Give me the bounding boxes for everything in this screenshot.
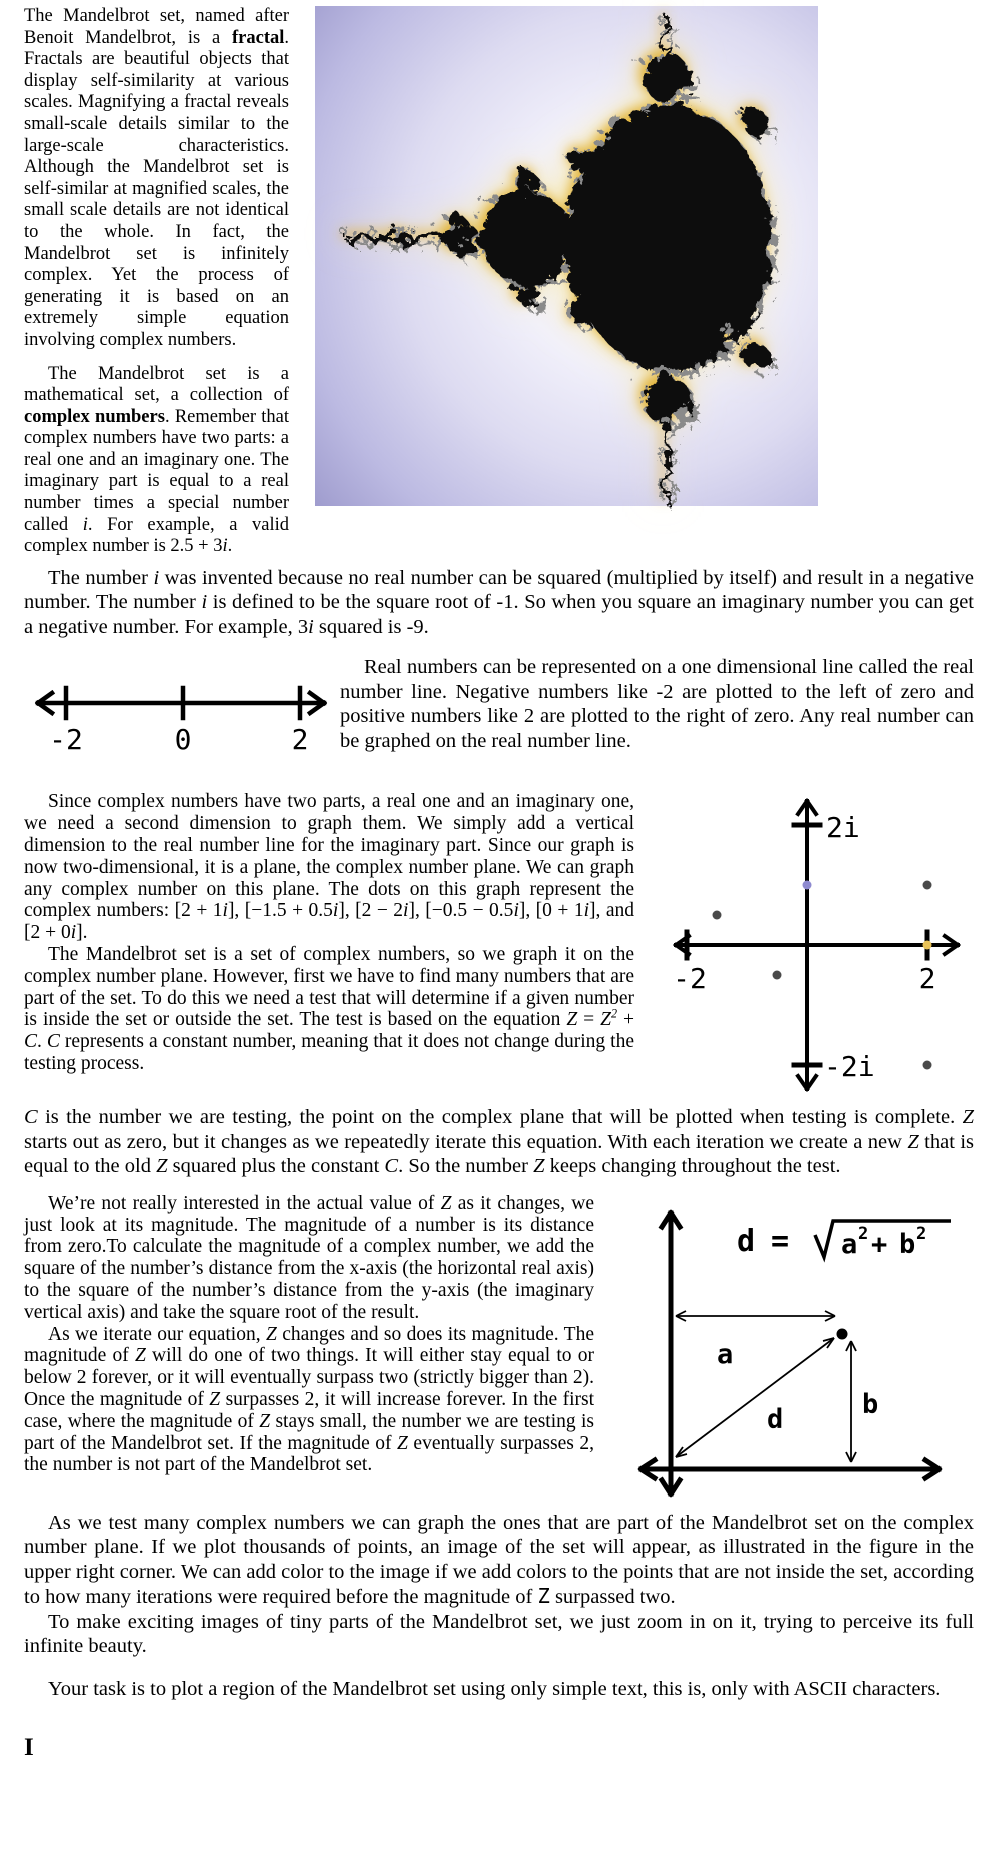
formula-b: b bbox=[899, 1228, 916, 1260]
complex-number-dot bbox=[713, 911, 722, 920]
number-line-label-zero: 0 bbox=[174, 723, 192, 757]
paragraph-c-number: C is the number we are testing, the point on the complex plane that will be plotted when testing is complete. Z starts out as zero, but it changes as we repeatedly iterate this equation. With each iteration we create a new Z that is equal to the old Z squared plus the constant C. So the number Z keeps changing throughout the test. bbox=[24, 1106, 974, 1178]
stub-letter: I bbox=[24, 1734, 34, 1762]
paragraph-iterate: As we iterate our equation, Z changes and so does its magnitude. The magnitude of Z will do one of two things. It will either stay equal to or below 2 forever, or it will eventually surpass two (strictly bigger than 2). Once the magnitude of Z surpasses 2, it will increase forever. In the first case, where the magnitude of Z stays small, the number we are testing is part of the Mandelbrot set. If the magnitude of Z eventually surpasses 2, the number is not part of the Mandelbrot set. bbox=[24, 1323, 594, 1476]
label-b: b bbox=[862, 1388, 879, 1420]
complex-plane-axes bbox=[676, 801, 958, 1089]
complex-number-dot bbox=[803, 881, 812, 890]
next-section-heading-stub bbox=[24, 1734, 974, 1762]
label-a: a bbox=[717, 1338, 734, 1370]
complex-number-dots bbox=[713, 881, 932, 1070]
point-dot bbox=[837, 1328, 848, 1339]
number-line-axis bbox=[38, 688, 324, 718]
plane-label-minus2i: -2i bbox=[824, 1050, 875, 1084]
complex-number-dot bbox=[923, 941, 932, 950]
complex-number-dot bbox=[923, 881, 932, 890]
mandelbrot-set-image bbox=[315, 6, 818, 506]
plane-label-2i: 2i bbox=[826, 811, 860, 845]
paragraph-number-i: The number i was invented because no real number can be squared (multiplied by itself) and result in a negative number. The number i is defined to be the square root of -1. So when you square an imaginary number you can get a negative number. For example, 3i squared is -9. bbox=[24, 566, 974, 638]
complex-number-dot bbox=[923, 1061, 932, 1070]
plane-label-minus2: -2 bbox=[673, 962, 707, 996]
formula-plus: + bbox=[871, 1228, 888, 1260]
paragraph-complex-plane: Since complex numbers have two parts, a real one and an imaginary one, we need a second dimension to graph them. We simply add a vertical dimension to the real number line for the imaginary part. Since our graph is now two-dimensional, it is a plane, the complex number plane. We can graph any complex number on this plane. The dots on this graph represent the complex numbers: [2 + 1i], [−1.5 + 0.5i], [2 − 2i], [−0.5 − 0.5i], [0 + 1i], and [2 + 0i]. bbox=[24, 791, 634, 944]
paragraph-intro-2: The Mandelbrot set is a mathematical set, a collection of complex numbers. Remember that complex numbers have two parts: a real one and an imaginary one. The imaginary part is equal to a real number times a special number called i. For example, a valid complex number is 2.5 + 3i. bbox=[24, 363, 289, 557]
complex-plane-figure bbox=[674, 795, 974, 1095]
paragraph-magnitude: We’re not really interested in the actual value of Z as it changes, we just look at its magnitude. The magnitude of a number is its distance from zero.To calculate the magnitude of a complex number, we add the square of the number’s distance from the x-axis (the horizontal real axis) to the square of the number’s distance from the y-axis (the imaginary vertical axis) and take the square root of the result. bbox=[24, 1192, 595, 1323]
magnitude-axes bbox=[641, 1213, 939, 1494]
plane-label-two: 2 bbox=[918, 962, 936, 996]
paragraph-intro-1: The Mandelbrot set, named after Benoit Mandelbrot, is a fractal. Fractals are beautiful objects that display self-similarity at various scales. Magnifying a fractal reveals small-scale details similar to the large-scale characteristics. Although the Mandelbrot set is self-similar at magnified scales, the small scale details are not identical to the whole. In fact, the Mandelbrot set is infinitely complex. Yet the process of generating it is based on an extremely simple equation involving complex numbers. bbox=[24, 6, 289, 350]
mandelbrot-fractal-graphic bbox=[315, 6, 818, 506]
formula-equals: = bbox=[771, 1223, 790, 1259]
formula-b-exp: 2 bbox=[916, 1223, 927, 1244]
magnitude-figure bbox=[619, 1191, 974, 1501]
number-line-label-two: 2 bbox=[291, 723, 309, 757]
formula-d: d bbox=[737, 1223, 756, 1259]
paragraph-zoom: To make exciting images of tiny parts of the Mandelbrot set, we just zoom in on it, trying to perceive its full infinite beauty. bbox=[24, 1610, 974, 1658]
formula-a-exp: 2 bbox=[858, 1223, 869, 1244]
paragraph-task: Your task is to plot a region of the Mandelbrot set using only simple text, this is, only with ASCII characters. bbox=[48, 1677, 941, 1700]
paragraph-real-line: Real numbers can be represented on a one dimensional line called the real number line. Negative numbers like -2 are plotted to the left of zero and positive numbers like 2 are plotted to the right of zero. Any real number can be graphed on the real number line. bbox=[340, 656, 974, 752]
paragraph-mandelbrot-test: The Mandelbrot set is a set of complex numbers, so we graph it on the complex number plane. However, first we have to find many numbers that are part of the set. To do this we need a test that will determine if a given number is inside the set or outside the set. The test is based on the equation $Z = Z^2 + C$. C represents a constant number, meaning that it does not change during the testing process. bbox=[24, 943, 635, 1074]
formula-a: a bbox=[841, 1228, 858, 1260]
label-d: d bbox=[767, 1403, 784, 1435]
number-line-label-minus2: -2 bbox=[49, 723, 83, 757]
real-number-line-figure bbox=[24, 655, 340, 755]
paragraph-plot-points: As we test many complex numbers we can graph the ones that are part of the Mandelbrot set on the complex number plane. If we plot thousands of points, an image of the set will appear, as illustrated in the figure in the upper right corner. We can add color to the image if we add colors to the points that are not inside the set, according to how many iterations were required before the magnitude of Z surpassed two. bbox=[24, 1511, 974, 1609]
real-number-line-section bbox=[24, 655, 974, 783]
measure-arrows bbox=[676, 1311, 856, 1462]
complex-number-dot bbox=[773, 971, 782, 980]
